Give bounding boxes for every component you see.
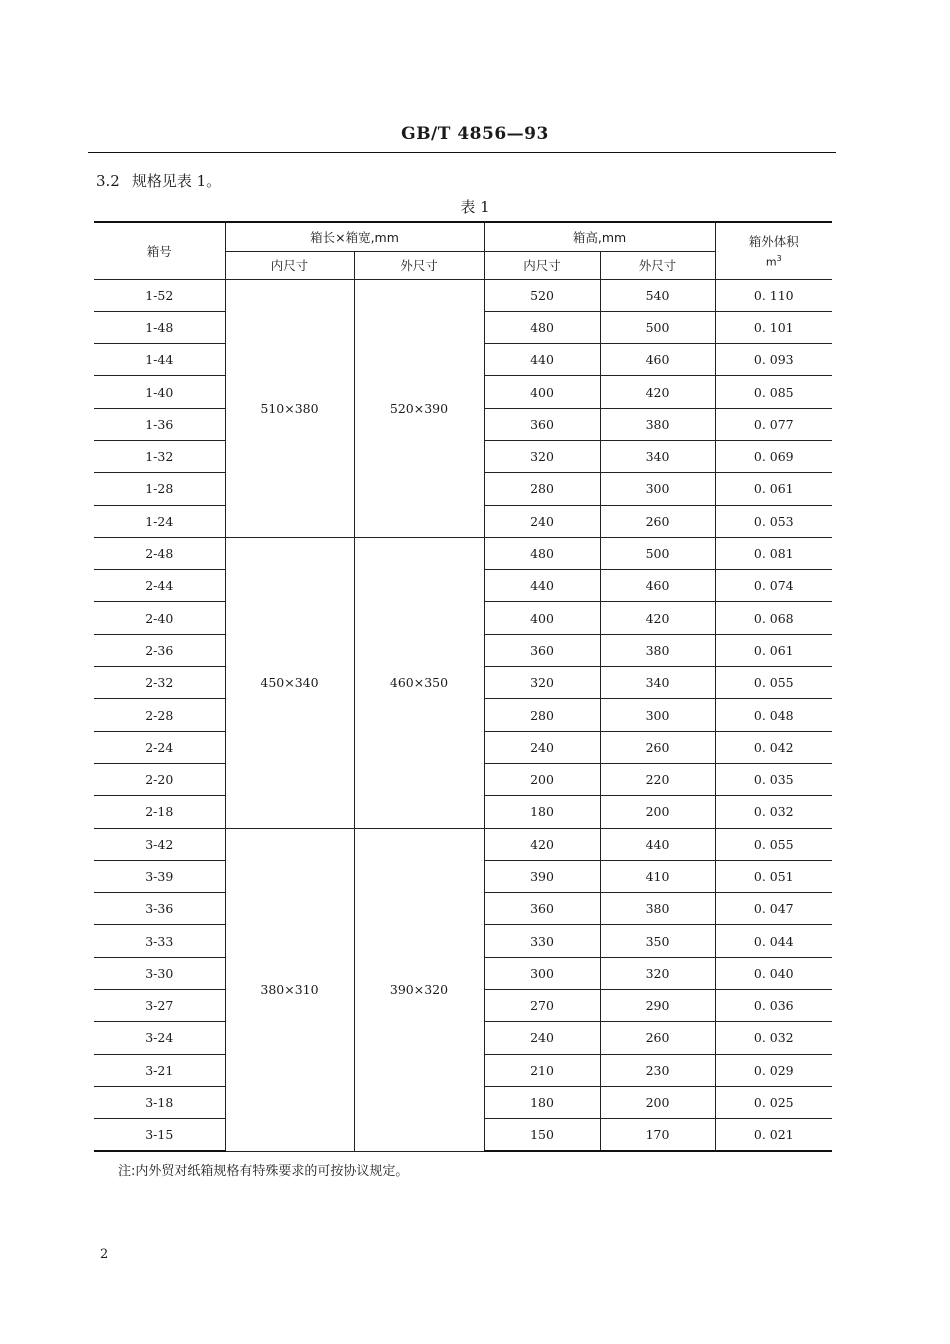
cell-h-inner: 360 [484, 893, 600, 925]
cell-volume: 0. 036 [715, 990, 832, 1022]
cell-box-no: 3-18 [94, 1086, 225, 1118]
cell-h-outer: 200 [600, 796, 715, 828]
cell-h-outer: 200 [600, 1086, 715, 1118]
header-lw-outer: 外尺寸 [354, 251, 484, 279]
cell-h-inner: 150 [484, 1119, 600, 1151]
cell-h-inner: 400 [484, 376, 600, 408]
header-length-width: 箱长×箱宽,mm [225, 222, 484, 251]
cell-h-inner: 240 [484, 1022, 600, 1054]
cell-box-no: 2-32 [94, 667, 225, 699]
cell-volume: 0. 025 [715, 1086, 832, 1118]
cell-h-outer: 290 [600, 990, 715, 1022]
cell-lw-inner: 450×340 [225, 537, 354, 828]
table-body [94, 279, 832, 1151]
cell-h-inner: 240 [484, 505, 600, 537]
cell-box-no: 2-36 [94, 634, 225, 666]
cell-volume: 0. 032 [715, 796, 832, 828]
cell-h-inner: 520 [484, 279, 600, 311]
cell-box-no: 3-42 [94, 828, 225, 860]
cell-volume: 0. 053 [715, 505, 832, 537]
cell-box-no: 2-24 [94, 731, 225, 763]
cell-box-no: 2-28 [94, 699, 225, 731]
cell-h-outer: 500 [600, 537, 715, 569]
cell-box-no: 2-44 [94, 570, 225, 602]
cell-lw-outer: 520×390 [354, 279, 484, 537]
cell-h-inner: 420 [484, 828, 600, 860]
cell-h-outer: 230 [600, 1054, 715, 1086]
cell-h-outer: 340 [600, 667, 715, 699]
section-heading [96, 170, 221, 191]
cell-box-no: 2-20 [94, 763, 225, 795]
cell-box-no: 3-39 [94, 860, 225, 892]
cell-volume: 0. 042 [715, 731, 832, 763]
cell-h-outer: 420 [600, 602, 715, 634]
cell-h-outer: 540 [600, 279, 715, 311]
cell-h-inner: 270 [484, 990, 600, 1022]
cell-h-inner: 240 [484, 731, 600, 763]
cell-h-outer: 340 [600, 440, 715, 472]
cell-h-inner: 440 [484, 344, 600, 376]
cell-volume: 0. 035 [715, 763, 832, 795]
cell-lw-outer: 390×320 [354, 828, 484, 1151]
cell-h-outer: 410 [600, 860, 715, 892]
cell-lw-outer: 460×350 [354, 537, 484, 828]
cell-h-outer: 260 [600, 505, 715, 537]
cell-h-inner: 480 [484, 537, 600, 569]
header-volume-label: 箱外体积 [748, 234, 799, 250]
cell-box-no: 3-30 [94, 957, 225, 989]
cell-h-outer: 420 [600, 376, 715, 408]
cell-h-inner: 330 [484, 925, 600, 957]
cell-volume: 0. 055 [715, 828, 832, 860]
cell-volume: 0. 061 [715, 473, 832, 505]
cell-h-inner: 180 [484, 796, 600, 828]
cell-volume: 0. 110 [715, 279, 832, 311]
cell-h-outer: 260 [600, 1022, 715, 1054]
cell-lw-inner: 380×310 [225, 828, 354, 1151]
cell-h-outer: 460 [600, 570, 715, 602]
cell-box-no: 1-32 [94, 440, 225, 472]
cell-h-outer: 380 [600, 634, 715, 666]
header-height: 箱高,mm [484, 222, 715, 251]
header-h-inner: 内尺寸 [484, 251, 600, 279]
cell-h-outer: 300 [600, 699, 715, 731]
cell-volume: 0. 055 [715, 667, 832, 699]
header-lw-inner: 内尺寸 [225, 251, 354, 279]
header-rule [88, 152, 836, 153]
cell-h-inner: 320 [484, 667, 600, 699]
cell-box-no: 3-24 [94, 1022, 225, 1054]
cell-volume: 0. 093 [715, 344, 832, 376]
cell-h-outer: 220 [600, 763, 715, 795]
standard-header: GB/T 4856—93 [401, 124, 549, 144]
header-box-no: 箱号 [94, 222, 225, 279]
cell-h-inner: 180 [484, 1086, 600, 1118]
cell-h-inner: 400 [484, 602, 600, 634]
cell-volume: 0. 047 [715, 893, 832, 925]
cell-h-inner: 200 [484, 763, 600, 795]
cell-box-no: 1-52 [94, 279, 225, 311]
cell-box-no: 1-44 [94, 344, 225, 376]
cell-h-inner: 320 [484, 440, 600, 472]
cell-volume: 0. 081 [715, 537, 832, 569]
cell-volume: 0. 032 [715, 1022, 832, 1054]
cell-volume: 0. 048 [715, 699, 832, 731]
table-caption: 表 1 [460, 198, 490, 216]
cell-box-no: 1-24 [94, 505, 225, 537]
cell-h-inner: 280 [484, 699, 600, 731]
cell-h-inner: 440 [484, 570, 600, 602]
cell-volume: 0. 021 [715, 1119, 832, 1151]
cell-box-no: 3-15 [94, 1119, 225, 1151]
header-volume [715, 222, 832, 279]
cell-h-outer: 320 [600, 957, 715, 989]
cell-volume: 0. 085 [715, 376, 832, 408]
cell-h-inner: 300 [484, 957, 600, 989]
cell-h-outer: 170 [600, 1119, 715, 1151]
cell-h-outer: 300 [600, 473, 715, 505]
cell-lw-inner: 510×380 [225, 279, 354, 537]
cell-volume: 0. 101 [715, 311, 832, 343]
cell-box-no: 3-36 [94, 893, 225, 925]
spec-table [94, 221, 832, 1152]
cell-box-no: 3-27 [94, 990, 225, 1022]
header-volume-unit: $m^3$ [765, 254, 782, 270]
cell-volume: 0. 029 [715, 1054, 832, 1086]
cell-volume: 0. 074 [715, 570, 832, 602]
cell-volume: 0. 069 [715, 440, 832, 472]
cell-volume: 0. 061 [715, 634, 832, 666]
cell-box-no: 1-48 [94, 311, 225, 343]
cell-volume: 0. 068 [715, 602, 832, 634]
cell-volume: 0. 040 [715, 957, 832, 989]
cell-h-outer: 460 [600, 344, 715, 376]
header-h-outer: 外尺寸 [600, 251, 715, 279]
table-row [94, 537, 832, 569]
cell-box-no: 3-21 [94, 1054, 225, 1086]
cell-h-inner: 360 [484, 408, 600, 440]
cell-h-inner: 280 [484, 473, 600, 505]
cell-h-outer: 380 [600, 893, 715, 925]
page-number: 2 [100, 1247, 109, 1262]
cell-h-outer: 380 [600, 408, 715, 440]
cell-h-outer: 260 [600, 731, 715, 763]
table-row [94, 279, 832, 311]
cell-box-no: 2-48 [94, 537, 225, 569]
cell-box-no: 3-33 [94, 925, 225, 957]
cell-h-outer: 500 [600, 311, 715, 343]
cell-volume: 0. 077 [715, 408, 832, 440]
cell-h-outer: 440 [600, 828, 715, 860]
cell-volume: 0. 044 [715, 925, 832, 957]
section-text: 规格见表 1。 [131, 172, 222, 190]
section-number: 3.2 [96, 172, 120, 190]
table-row [94, 828, 832, 860]
cell-h-inner: 480 [484, 311, 600, 343]
table-note: 注:内外贸对纸箱规格有特殊要求的可按协议规定。 [118, 1164, 409, 1179]
cell-box-no: 2-40 [94, 602, 225, 634]
cell-volume: 0. 051 [715, 860, 832, 892]
cell-box-no: 1-40 [94, 376, 225, 408]
cell-box-no: 1-28 [94, 473, 225, 505]
cell-h-inner: 390 [484, 860, 600, 892]
cell-box-no: 1-36 [94, 408, 225, 440]
cell-h-inner: 210 [484, 1054, 600, 1086]
cell-box-no: 2-18 [94, 796, 225, 828]
cell-h-inner: 360 [484, 634, 600, 666]
cell-h-outer: 350 [600, 925, 715, 957]
